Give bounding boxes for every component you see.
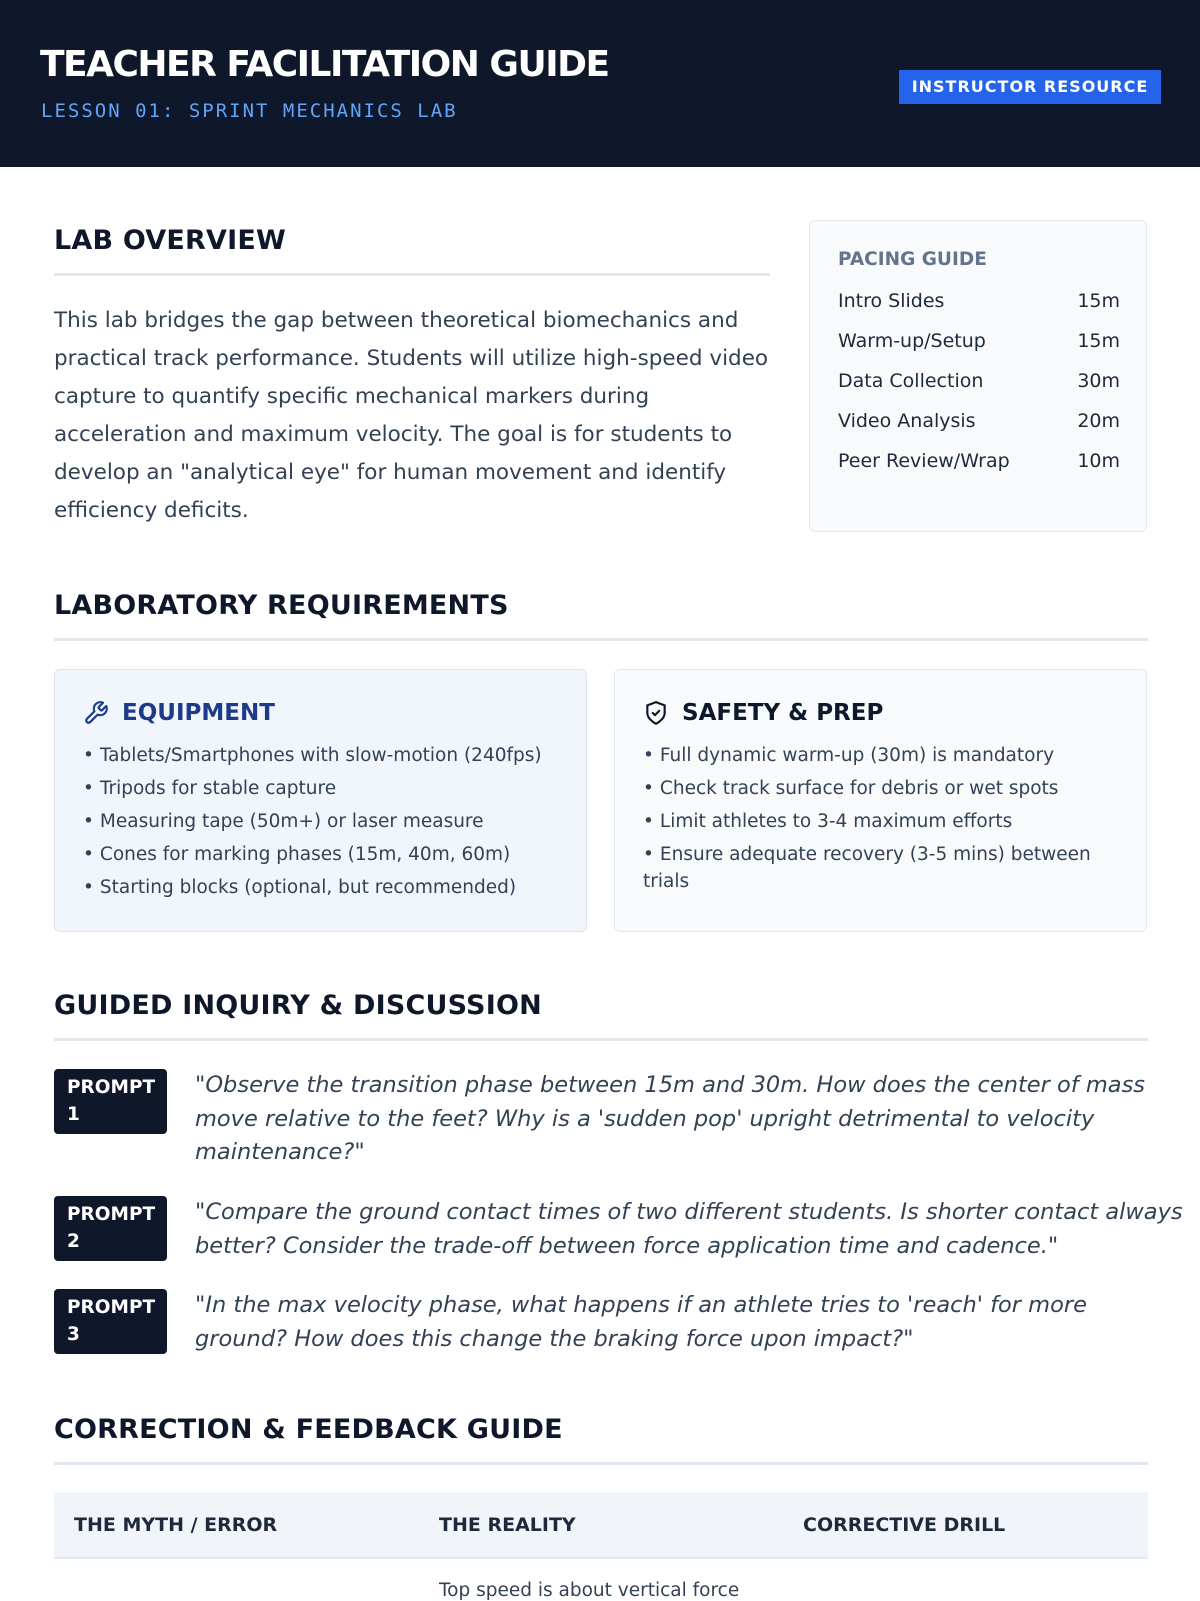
column-header-myth: THE MYTH / ERROR	[74, 1514, 278, 1536]
wrench-icon	[83, 700, 109, 726]
pacing-row-label: Video Analysis	[838, 410, 976, 432]
pacing-row-duration: 15m	[1077, 290, 1120, 312]
lab-overview-heading: LAB OVERVIEW	[54, 225, 287, 256]
pacing-row	[838, 290, 1120, 318]
section-divider	[54, 638, 1148, 641]
shield-check-icon	[643, 700, 669, 726]
safety-prep-card	[614, 669, 1147, 932]
pacing-row-duration: 10m	[1077, 450, 1120, 472]
prompt-text: "In the max velocity phase, what happens if an athlete tries to 'reach' for more ground? How does this change the braking force upon impact?"	[195, 1292, 1087, 1352]
pacing-row-duration: 15m	[1077, 330, 1120, 352]
lesson-subtitle: LESSON 01: SPRINT MECHANICS LAB	[41, 100, 458, 122]
pacing-row-label: Data Collection	[838, 370, 984, 392]
list-item: • Cones for marking phases (15m, 40m, 60m)	[83, 844, 511, 865]
list-item: • Limit athletes to 3-4 maximum efforts	[643, 811, 1013, 832]
column-header-reality: THE REALITY	[439, 1514, 576, 1536]
lab-requirements-heading: LABORATORY REQUIREMENTS	[54, 590, 509, 621]
list-item: • Starting blocks (optional, but recommended)	[83, 877, 517, 898]
prompt-badge: PROMPT 1	[54, 1069, 167, 1134]
section-divider	[54, 273, 770, 276]
table-header-row	[54, 1492, 1148, 1559]
prompt-badge: PROMPT 3	[54, 1289, 167, 1354]
list-item: • Measuring tape (50m+) or laser measure	[83, 811, 484, 832]
feedback-guide-heading: CORRECTION & FEEDBACK GUIDE	[54, 1414, 563, 1445]
guided-inquiry-heading: GUIDED INQUIRY & DISCUSSION	[54, 990, 542, 1021]
safety-prep-title: SAFETY & PREP	[682, 700, 884, 726]
lab-overview-text: This lab bridges the gap between theoretical biomechanics and practical track performance. Students will utilize high-speed video capture to quantify specific mechanical markers during acceleration and maximum velocity. The goal is for students to develop an "analytical eye" for human movement and identify efficiency deficits.	[54, 308, 769, 523]
pacing-row	[838, 450, 1120, 478]
prompt-text: "Compare the ground contact times of two different students. Is shorter contact always better? Consider the trade-off between force application time and cadence."	[195, 1199, 1183, 1259]
list-item: • Check track surface for debris or wet spots	[643, 778, 1059, 799]
safety-list	[643, 743, 1133, 902]
list-item: • Ensure adequate recovery (3-5 mins) between trials	[643, 844, 1091, 892]
page-header	[0, 0, 1200, 167]
section-divider	[54, 1038, 1148, 1041]
list-item: • Full dynamic warm-up (30m) is mandatory	[643, 745, 1055, 766]
equipment-card	[54, 669, 587, 932]
pacing-row	[838, 370, 1120, 398]
equipment-list	[83, 743, 573, 908]
table-cell-reality: Top speed is about vertical force	[439, 1580, 740, 1601]
pacing-row	[838, 330, 1120, 358]
section-divider	[54, 1462, 1148, 1465]
pacing-row-label: Peer Review/Wrap	[838, 450, 1010, 472]
column-header-drill: CORRECTIVE DRILL	[803, 1514, 1006, 1536]
pacing-row-label: Warm-up/Setup	[838, 330, 986, 352]
list-item: • Tablets/Smartphones with slow-motion (240fps)	[83, 745, 542, 766]
pacing-guide-title: PACING GUIDE	[838, 249, 987, 270]
pacing-row	[838, 410, 1120, 438]
pacing-row-label: Intro Slides	[838, 290, 945, 312]
pacing-row-duration: 30m	[1077, 370, 1120, 392]
page-title: TEACHER FACILITATION GUIDE	[40, 44, 609, 85]
prompt-text: "Observe the transition phase between 15m and 30m. How does the center of mass move relative to the feet? Why is a 'sudden pop' upright detrimental to velocity maintenance?"	[195, 1072, 1146, 1165]
pacing-row-duration: 20m	[1077, 410, 1120, 432]
instructor-resource-badge: INSTRUCTOR RESOURCE	[899, 70, 1161, 104]
list-item: • Tripods for stable capture	[83, 778, 337, 799]
equipment-title: EQUIPMENT	[122, 700, 275, 726]
prompt-badge: PROMPT 2	[54, 1196, 167, 1261]
pacing-guide-panel	[809, 220, 1147, 532]
